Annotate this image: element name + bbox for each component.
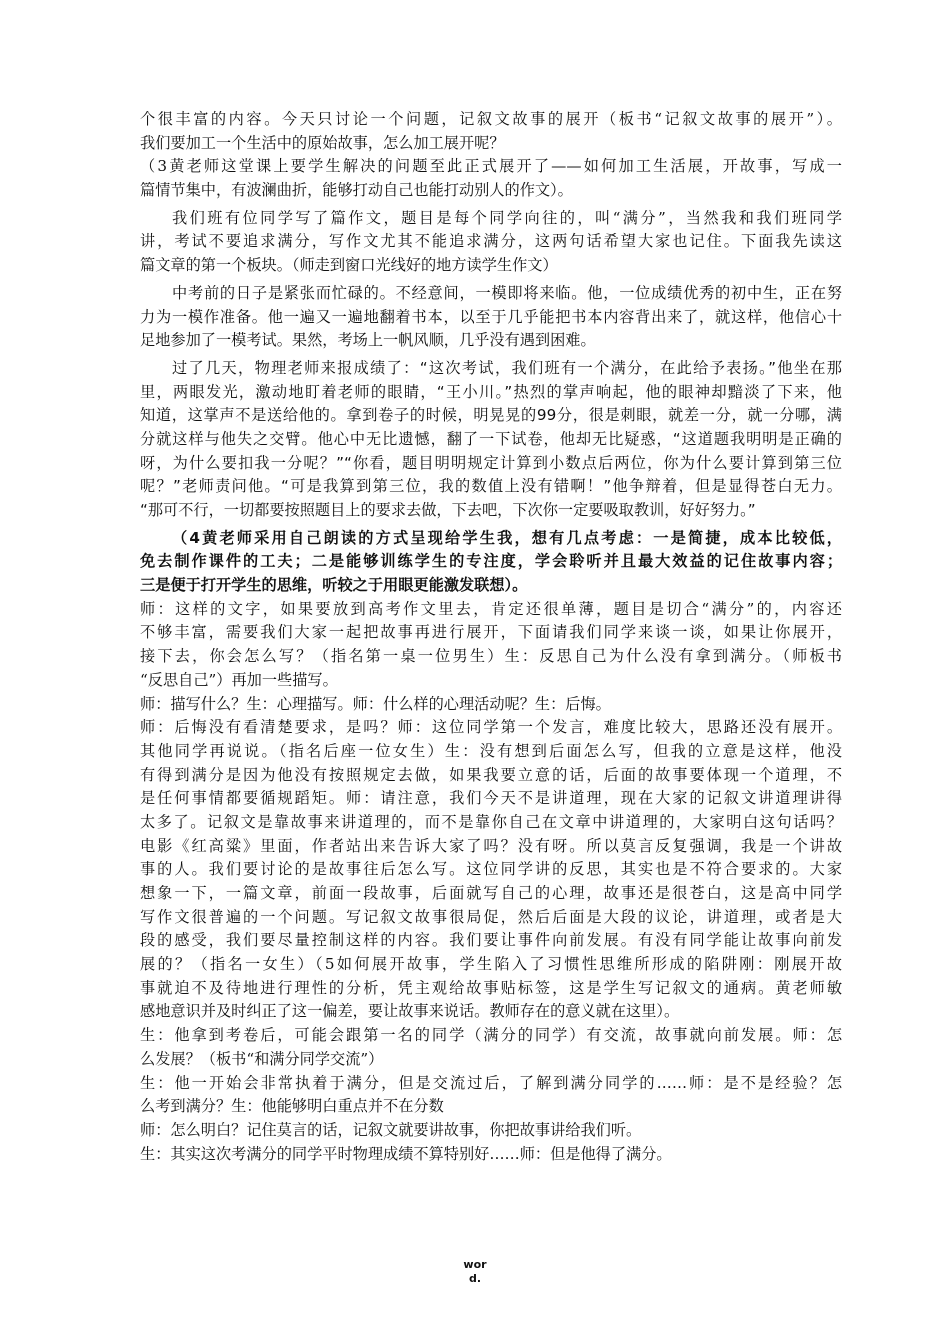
- dialogue-line: 不够丰富，需要我们大家一起把故事再进行展开，下面请我们同学来谈一谈，如果让你展开，: [140, 623, 842, 642]
- text-line: 我们班有位同学写了篇作文，题目是每个同学向往的，叫“满分”，当然我和我们班同学: [172, 208, 842, 227]
- text-line: 篇文章的第一个板块。（师走到窗口光线好的地方读学生作文）: [140, 256, 558, 275]
- dialogue-line: 师：后悔没有看清楚要求，是吗？师：这位同学第一个发言，难度比较大，思路还没有展开。: [140, 718, 842, 737]
- dialogue-line: 感地意识并及时纠正了这一偏差，要让故事来说话。教师存在的意义就在这里）。: [140, 1002, 680, 1021]
- annotation-line: （4黄老师采用自己朗读的方式呈现给学生我，想有几点考虑：一是简捷，成本比较低，: [172, 528, 842, 547]
- dialogue-line: 么发展？（板书“和满分同学交流”）: [140, 1049, 384, 1068]
- dialogue-line: 师：怎么明白？记住莫言的话，记叙文就要讲故事，你把故事讲给我们听。: [140, 1120, 642, 1139]
- essay-line: “那可不行，一切都要按照题目上的要求去做，下去吧，下次你一定要吸取教训，好好努力。”: [140, 501, 756, 519]
- dialogue-line: 事就迫不及待地进行理性的分析，凭主观给故事贴标签，这是学生写记叙文的通病。黄老师敏: [140, 978, 842, 997]
- dialogue-line: 生：其实这次考满分的同学平时物理成绩不算特别好……师：但是他得了满分。: [140, 1144, 672, 1163]
- essay-line: 分就这样与他失之交臂。他心中无比遗憾，翻了一下试卷，他却无比疑惑，“这道题我明明是正确的: [140, 429, 842, 448]
- dialogue-line: 生：他拿到考卷后，可能会跟第一名的同学（满分的同学）有交流，故事就向前发展。师：怎: [140, 1026, 842, 1045]
- dialogue-line: 想象一下，一篇文章，前面一段故事，后面就写自己的心理，故事还是很苍白，这是高中同学: [140, 884, 842, 902]
- dialogue-line: 师：这样的文字，如果要放到高考作文里去，肯定还很单薄，题目是切合“满分”的，内容还: [140, 599, 842, 618]
- dialogue-line: 展的？（指名一女生）（5如何展开故事，学生陷入了习惯性思维所形成的陷阱刚：刚展开故: [140, 955, 842, 974]
- dialogue-line: 写作文很普遍的一个问题。写记叙文故事很局促，然后后面是大段的议论，讲道理，或者是大: [140, 907, 842, 926]
- dialogue-line: 是任何事情都要循规蹈矩。师：请注意，我们今天不是讲道理，现在大家的记叙文讲道理讲得: [140, 789, 842, 808]
- dialogue-line: 生：他一开始会非常执着于满分，但是交流过后，了解到满分同学的……师：是不是经验？怎: [140, 1073, 842, 1092]
- dialogue-line: 太多了。记叙文是靠故事来讲道理的，而不是靠你自己在文章中讲道理的，大家明白这句话吗？: [140, 812, 842, 831]
- footer-line: wor: [463, 1258, 487, 1271]
- text-line: 个很丰富的内容。今天只讨论一个问题，记叙文故事的展开（板书“记叙文故事的展开”）。: [140, 110, 842, 128]
- footer-line: d.: [468, 1272, 482, 1285]
- dialogue-line: 接下去，你会怎么写？（指名第一桌一位男生）生：反思自己为什么没有拿到满分。（师板书: [140, 647, 842, 666]
- dialogue-line: 么考到满分？生：他能够明白重点并不在分数: [140, 1097, 444, 1116]
- dialogue-line: 其他同学再说说。（指名后座一位女生）生：没有想到后面怎么写，但我的立意是这样，他没: [140, 741, 842, 760]
- essay-line: 呢？”老师责问他。“可是我算到第三位，我的数值上没有错啊！”他争辩着，但是显得苍白无力。: [140, 477, 842, 496]
- essay-line: 力为一模作准备。他一遍又一遍地翻着书本，以至于几乎能把书本内容背出来了，就这样，他信心十: [140, 307, 842, 326]
- essay-line: 中考前的日子是紧张而忙碌的。不经意间，一模即将来临。他，一位成绩优秀的初中生，正在努: [172, 283, 842, 302]
- dialogue-line: 事的人。我们要讨论的是故事往后怎么写。这位同学讲的反思，其实也是不符合要求的。大家: [140, 860, 842, 879]
- dialogue-line: 电影《红高粱》里面，作者站出来告诉大家了吗？没有呀。所以莫言反复强调，我是一个讲故: [140, 836, 842, 855]
- dialogue-line: 师：描写什么？生：心理描写。师：什么样的心理活动呢？生：后悔。: [140, 694, 611, 713]
- page-footer: [0, 1258, 950, 1286]
- text-line: 讲，考试不要追求满分，写作文尤其不能追求满分，这两句话希望大家也记住。下面我先读这: [140, 232, 842, 251]
- document-body: [140, 108, 842, 1166]
- annotation-line: 篇情节集中，有波澜曲折，能够打动自己也能打动别人的作文）。: [140, 181, 573, 200]
- dialogue-line: 段的感受，我们要尽量控制这样的内容。我们要让事件向前发展。有没有同学能让故事向前发: [140, 931, 842, 950]
- annotation-line: （3黄老师这堂课上要学生解决的问题至此正式展开了——如何加工生活展，开故事，写成一: [140, 157, 842, 176]
- essay-line: 过了几天，物理老师来报成绩了：“这次考试，我们班有一个满分，在此给予表扬。”他坐在那: [172, 358, 842, 377]
- dialogue-line: “反思自己”）再加一些描写。: [140, 670, 338, 689]
- text-line: 我们要加工一个生活中的原始故事，怎么加工展开呢？: [140, 133, 505, 152]
- essay-line: 知道，这掌声不是送给他的。拿到卷子的时候，明晃晃的99分，很是刺眼，就差一分，就一分哪，满: [140, 406, 842, 425]
- essay-line: 里，两眼发光，激动地盯着老师的眼睛，“王小川。”热烈的掌声响起，他的眼神却黯淡了下来，他: [140, 382, 842, 401]
- dialogue-line: 有得到满分是因为他没有按照规定去做，如果我要立意的话，后面的故事要体现一个道理，不: [140, 765, 842, 784]
- essay-line: 足地参加了一模考试。果然，考场上一帆风顺，几乎没有遇到困难。: [140, 331, 596, 350]
- annotation-line: 三是便于打开学生的思维，听较之于用眼更能激发联想）。: [140, 576, 528, 595]
- annotation-line: 免去制作课件的工夫；二是能够训练学生的专注度，学会聆听并且最大效益的记住故事内容；: [140, 552, 842, 571]
- essay-line: 呀，为什么要扣我一分呢？”“你看，题目明明规定计算到小数点后两位，你为什么要计算到第三位: [140, 453, 842, 472]
